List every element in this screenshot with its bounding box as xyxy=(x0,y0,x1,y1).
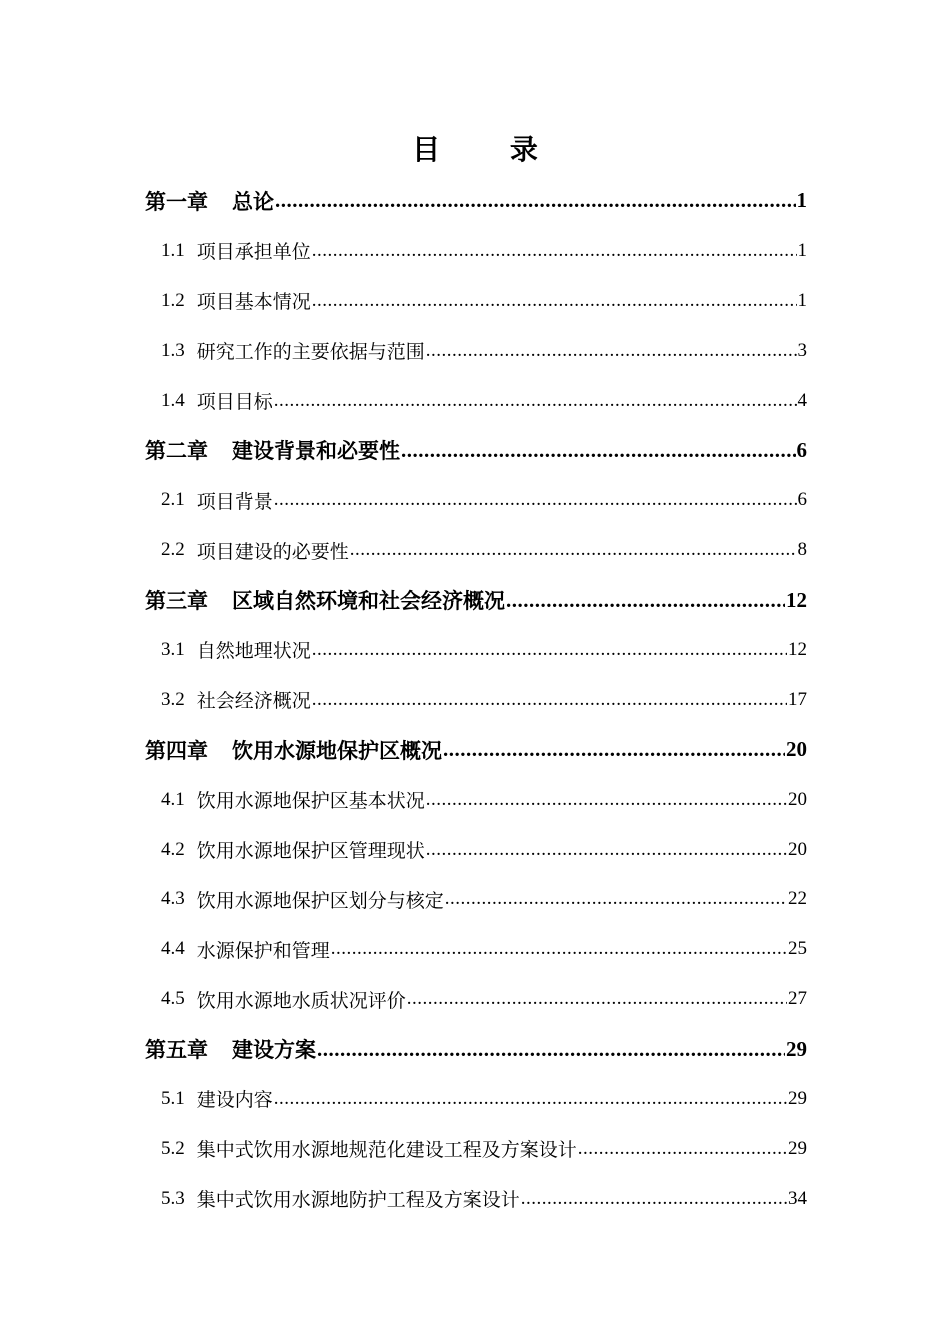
toc-entry-number: 3.2 xyxy=(161,688,185,710)
toc-entry-page-number: 6 xyxy=(796,437,807,462)
toc-entry-number: 第四章 xyxy=(145,738,208,763)
toc-dot-leader xyxy=(407,988,787,1010)
toc-entry-label: 自然地理状况 xyxy=(196,640,311,663)
toc-dot-leader xyxy=(331,938,787,960)
toc-section-entry[interactable] xyxy=(0,376,950,426)
toc-entry-label: 建设方案 xyxy=(232,1038,316,1063)
toc-section-entry[interactable] xyxy=(0,924,950,974)
toc-entry-page-number: 29 xyxy=(786,1036,807,1061)
toc-section-entry[interactable] xyxy=(0,525,950,575)
toc-dot-leader xyxy=(426,839,787,861)
toc-dot-leader xyxy=(312,689,787,711)
toc-entry-page-number: 29 xyxy=(788,1137,807,1159)
toc-entry-number: 4.5 xyxy=(161,988,185,1010)
toc-dot-leader xyxy=(274,489,797,511)
toc-entry-number: 第五章 xyxy=(145,1038,208,1063)
toc-entry-number: 1.3 xyxy=(161,339,185,361)
toc-entry-label: 项目基本情况 xyxy=(196,291,311,314)
toc-dot-leader xyxy=(578,1138,787,1160)
toc-entry-page-number: 27 xyxy=(788,988,807,1010)
toc-section-entry[interactable] xyxy=(0,326,950,376)
toc-entry-label: 水源保护和管理 xyxy=(196,939,330,962)
toc-entry-page-number: 20 xyxy=(788,838,807,860)
toc-dot-leader xyxy=(317,1037,785,1062)
toc-entry-page-number: 20 xyxy=(786,737,807,762)
toc-entry-page-number: 34 xyxy=(788,1187,807,1209)
toc-title: 目 录 xyxy=(412,133,568,166)
toc-entry-page-number: 1 xyxy=(797,289,807,311)
toc-entry-number: 5.2 xyxy=(161,1137,185,1159)
toc-entry-page-number: 3 xyxy=(797,339,807,361)
toc-dot-leader xyxy=(275,188,796,213)
toc-section-entry[interactable] xyxy=(0,475,950,525)
toc-entry-label: 集中式饮用水源地规范化建设工程及方案设计 xyxy=(196,1139,577,1162)
toc-entry-number: 1.2 xyxy=(161,289,185,311)
toc-entry-label: 社会经济概况 xyxy=(196,690,311,713)
toc-entry-page-number: 29 xyxy=(788,1087,807,1109)
toc-entry-number: 1.1 xyxy=(161,239,185,261)
toc-entry-label: 总论 xyxy=(232,189,274,214)
toc-entry-page-number: 8 xyxy=(797,539,807,561)
toc-entry-number: 2.2 xyxy=(161,539,185,561)
table-of-contents xyxy=(0,176,950,1224)
toc-section-entry[interactable] xyxy=(0,675,950,725)
toc-entry-number: 1.4 xyxy=(161,389,185,411)
toc-entry-label: 建设背景和必要性 xyxy=(232,439,400,464)
toc-section-entry[interactable] xyxy=(0,1074,950,1124)
toc-entry-page-number: 4 xyxy=(797,389,807,411)
toc-dot-leader xyxy=(312,639,787,661)
toc-entry-page-number: 20 xyxy=(788,788,807,810)
toc-entry-page-number: 22 xyxy=(788,888,807,910)
toc-entry-page-number: 1 xyxy=(796,188,807,213)
toc-entry-label: 集中式饮用水源地防护工程及方案设计 xyxy=(196,1189,520,1212)
toc-dot-leader xyxy=(426,340,797,362)
toc-entry-label: 项目建设的必要性 xyxy=(196,540,349,563)
toc-entry-number: 5.1 xyxy=(161,1087,185,1109)
toc-entry-label: 建设内容 xyxy=(196,1089,273,1112)
toc-entry-page-number: 12 xyxy=(786,587,807,612)
toc-entry-label: 研究工作的主要依据与范围 xyxy=(196,341,425,364)
toc-dot-leader xyxy=(312,240,797,262)
toc-section-entry[interactable] xyxy=(0,874,950,924)
toc-dot-leader xyxy=(445,888,787,910)
toc-dot-leader xyxy=(274,390,797,412)
toc-entry-number: 第一章 xyxy=(145,189,208,214)
toc-entry-label: 饮用水源地保护区管理现状 xyxy=(196,840,425,863)
toc-dot-leader xyxy=(443,737,785,762)
toc-entry-number: 3.1 xyxy=(161,638,185,660)
toc-chapter-entry[interactable] xyxy=(0,1024,950,1074)
toc-entry-number: 5.3 xyxy=(161,1187,185,1209)
toc-dot-leader xyxy=(274,1088,787,1110)
toc-section-entry[interactable] xyxy=(0,775,950,825)
toc-dot-leader xyxy=(312,290,797,312)
toc-section-entry[interactable] xyxy=(0,974,950,1024)
toc-entry-number: 第二章 xyxy=(145,439,208,464)
toc-entry-number: 2.1 xyxy=(161,489,185,511)
toc-dot-leader xyxy=(401,438,796,463)
toc-section-entry[interactable] xyxy=(0,1174,950,1224)
toc-entry-label: 项目背景 xyxy=(196,490,273,513)
toc-entry-number: 4.3 xyxy=(161,888,185,910)
toc-chapter-entry[interactable] xyxy=(0,725,950,775)
toc-entry-label: 项目承担单位 xyxy=(196,241,311,264)
toc-entry-label: 饮用水源地保护区基本状况 xyxy=(196,790,425,813)
toc-entry-label: 项目目标 xyxy=(196,391,273,413)
toc-chapter-entry[interactable] xyxy=(0,575,950,625)
toc-entry-page-number: 6 xyxy=(797,489,807,511)
toc-section-entry[interactable] xyxy=(0,625,950,675)
toc-entry-label: 区域自然环境和社会经济概况 xyxy=(232,589,505,614)
toc-entry-page-number: 1 xyxy=(797,239,807,261)
toc-section-entry[interactable] xyxy=(0,226,950,276)
toc-section-entry[interactable] xyxy=(0,1124,950,1174)
toc-entry-page-number: 25 xyxy=(788,938,807,960)
toc-chapter-entry[interactable] xyxy=(0,176,950,226)
toc-section-entry[interactable] xyxy=(0,276,950,326)
toc-entry-page-number: 17 xyxy=(788,688,807,710)
toc-dot-leader xyxy=(350,539,797,561)
toc-dot-leader xyxy=(506,588,785,613)
toc-entry-label: 饮用水源地保护区概况 xyxy=(232,738,442,763)
toc-dot-leader xyxy=(426,789,787,811)
toc-entry-label: 饮用水源地水质状况评价 xyxy=(196,989,406,1012)
toc-entry-number: 4.1 xyxy=(161,788,185,810)
toc-entry-number: 第三章 xyxy=(145,589,208,614)
toc-chapter-entry[interactable] xyxy=(0,425,950,475)
toc-entry-number: 4.4 xyxy=(161,938,185,960)
toc-entry-page-number: 12 xyxy=(788,638,807,660)
toc-dot-leader xyxy=(521,1188,787,1210)
toc-section-entry[interactable] xyxy=(0,825,950,875)
toc-entry-label: 饮用水源地保护区划分与核定 xyxy=(196,889,444,912)
toc-entry-number: 4.2 xyxy=(161,838,185,860)
